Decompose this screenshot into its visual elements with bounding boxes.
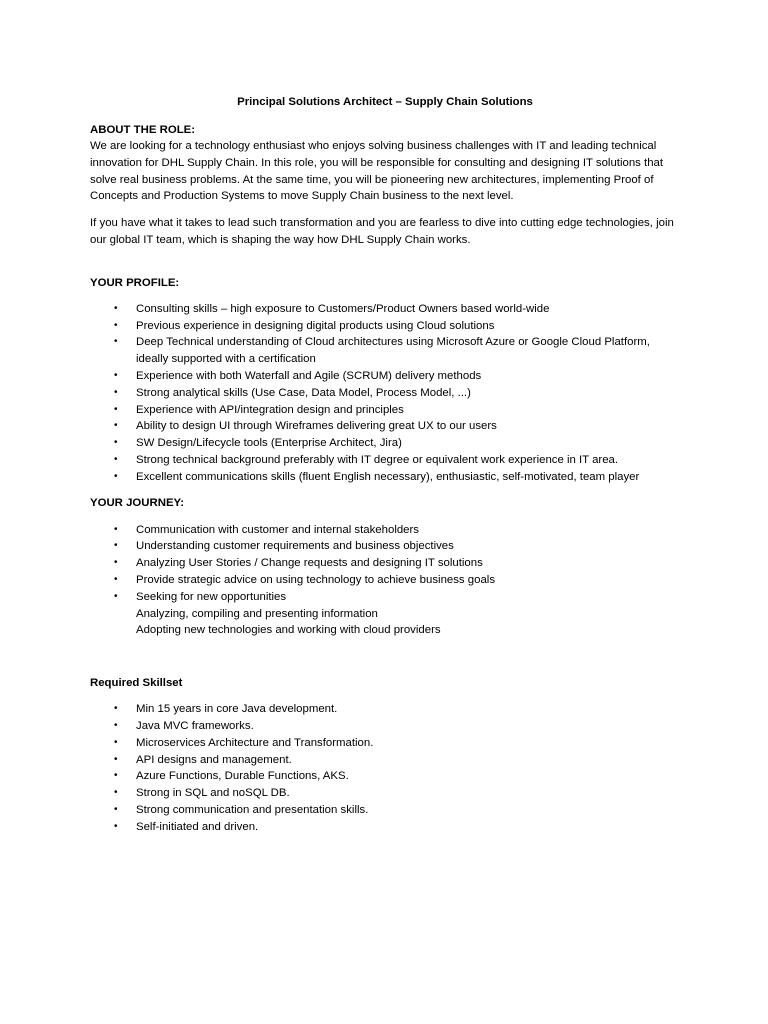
bullet-icon: •	[114, 437, 118, 449]
skills-list	[90, 701, 680, 835]
list-item	[90, 802, 680, 819]
bullet-icon: •	[114, 590, 118, 602]
about-line: solve real business problems. At the same time, you will be pioneering new architectures, implementing Proof of	[90, 173, 654, 186]
bullet-icon: •	[114, 803, 118, 815]
bullet-icon: •	[114, 557, 118, 569]
list-item	[90, 301, 680, 318]
list-item-text: Analyzing, compiling and presenting information	[136, 607, 378, 620]
list-item-text: ideally supported with a certification	[136, 353, 316, 366]
list-item-text: Strong technical background preferably with IT degree or equivalent work experience in IT area.	[136, 453, 619, 466]
list-item	[90, 522, 680, 539]
list-item-text: Consulting skills – high exposure to Customers/Product Owners based world-wide	[136, 302, 550, 315]
list-item-text: SW Design/Lifecycle tools (Enterprise Architect, Jira)	[136, 437, 402, 450]
list-item	[90, 555, 680, 572]
list-item-text: Microservices Architecture and Transformation.	[136, 736, 374, 749]
list-item	[90, 402, 680, 419]
list-item-text: Self-initiated and driven.	[136, 820, 259, 833]
list-item-text: Strong in SQL and noSQL DB.	[136, 787, 290, 800]
list-item-text: Previous experience in designing digital products using Cloud solutions	[136, 319, 495, 332]
bullet-icon: •	[114, 573, 118, 585]
list-item-text: API designs and management.	[136, 753, 292, 766]
list-item-text: Excellent communications skills (fluent English necessary), enthusiastic, self-motivated, team player	[136, 470, 640, 483]
bullet-icon: •	[114, 787, 118, 799]
document-title: Principal Solutions Architect – Supply Chain Solutions	[237, 96, 533, 108]
list-item	[90, 718, 680, 735]
bullet-icon: •	[114, 736, 118, 748]
list-item-text: Strong analytical skills (Use Case, Data Model, Process Model, ...)	[136, 386, 471, 399]
profile-list	[90, 301, 680, 486]
about-heading: ABOUT THE ROLE:	[90, 124, 196, 136]
list-item-text: Experience with both Waterfall and Agile (SCRUM) delivery methods	[136, 369, 482, 382]
list-item-text: Provide strategic advice on using technology to achieve business goals	[136, 573, 496, 586]
about-line: We are looking for a technology enthusiast who enjoys solving business challenges with IT and leading technical	[90, 140, 657, 152]
about-line: Concepts and Production Systems to move Supply Chain business to the next level.	[90, 190, 514, 203]
profile-heading: YOUR PROFILE:	[90, 276, 180, 289]
document-page	[90, 94, 680, 836]
list-item	[90, 572, 680, 589]
bullet-icon: •	[114, 719, 118, 731]
list-item-text: Strong communication and presentation skills.	[136, 803, 369, 816]
list-item	[90, 589, 680, 639]
about-line: our global IT team, which is shaping the way how DHL Supply Chain works.	[90, 233, 471, 246]
bullet-icon: •	[114, 820, 118, 832]
list-item	[90, 334, 680, 368]
bullet-icon: •	[114, 319, 118, 331]
bullet-icon: •	[114, 523, 118, 535]
list-item-text: Azure Functions, Durable Functions, AKS.	[136, 770, 349, 783]
list-item	[90, 785, 680, 802]
bullet-icon: •	[114, 540, 118, 552]
list-item-text: Java MVC frameworks.	[136, 719, 254, 732]
bullet-icon: •	[114, 453, 118, 465]
bullet-icon: •	[114, 336, 118, 348]
list-item	[90, 435, 680, 452]
list-item-text: Analyzing User Stories / Change requests and designing IT solutions	[136, 557, 483, 570]
list-item	[90, 385, 680, 402]
list-item	[90, 752, 680, 769]
bullet-icon: •	[114, 403, 118, 415]
bullet-icon: •	[114, 386, 118, 398]
list-item-text: Ability to design UI through Wireframes delivering great UX to our users	[136, 420, 497, 433]
journey-list	[90, 522, 680, 640]
list-item	[90, 819, 680, 836]
journey-heading: YOUR JOURNEY:	[90, 496, 185, 509]
about-line: If you have what it takes to lead such transformation and you are fearless to dive into cutting edge technologies, join	[90, 217, 674, 230]
about-paragraph-1	[90, 138, 680, 205]
about-line: innovation for DHL Supply Chain. In this role, you will be responsible for consulting and designing IT solutions that	[90, 156, 664, 169]
list-item	[90, 735, 680, 752]
list-item-text: Deep Technical understanding of Cloud architectures using Microsoft Azure or Google Cloud Platform,	[136, 336, 650, 349]
list-item	[90, 469, 680, 486]
bullet-icon: •	[114, 420, 118, 432]
about-paragraph-2	[90, 215, 680, 249]
list-item-text: Min 15 years in core Java development.	[136, 703, 338, 716]
list-item-text: Experience with API/integration design and principles	[136, 403, 404, 416]
list-item-text: Adopting new technologies and working with cloud providers	[136, 624, 441, 637]
bullet-icon: •	[114, 753, 118, 765]
list-item	[90, 768, 680, 785]
list-item-text: Seeking for new opportunities	[136, 590, 287, 603]
list-item-text: Communication with customer and internal stakeholders	[136, 523, 420, 536]
list-item	[90, 452, 680, 469]
list-item	[90, 318, 680, 335]
skills-heading: Required Skillset	[90, 677, 183, 690]
bullet-icon: •	[114, 302, 118, 314]
list-item	[90, 701, 680, 718]
list-item	[90, 418, 680, 435]
list-item-text: Understanding customer requirements and business objectives	[136, 540, 454, 553]
bullet-icon: •	[114, 703, 118, 715]
list-item	[90, 538, 680, 555]
list-item	[90, 368, 680, 385]
bullet-icon: •	[114, 770, 118, 782]
bullet-icon: •	[114, 369, 118, 381]
bullet-icon: •	[114, 470, 118, 482]
